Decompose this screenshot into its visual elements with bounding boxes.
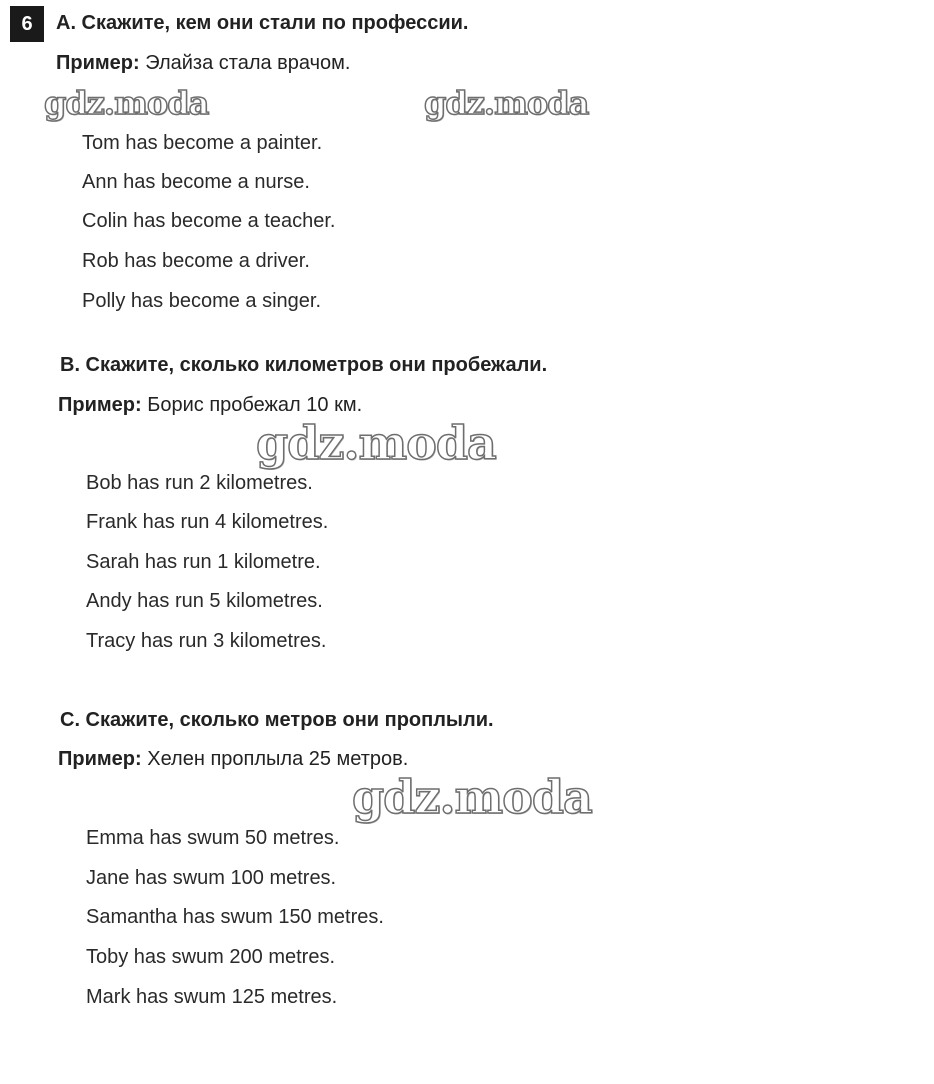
section-a-example-text: Элайза стала врачом.: [145, 52, 351, 74]
section-c-answer: Mark has swum 125 metres.: [86, 986, 338, 1008]
watermark-logo: gdz.moda: [256, 416, 496, 470]
section-b-answer: Bob has run 2 kilometres.: [86, 472, 313, 494]
watermark-logo: gdz.moda: [424, 84, 589, 122]
section-a-answer: Tom has become a painter.: [82, 132, 323, 154]
section-b-heading: B. Скажите, сколько километров они пробежали.: [60, 354, 548, 376]
section-a-heading: A. Скажите, кем они стали по профессии.: [56, 12, 469, 34]
section-b-answer: Tracy has run 3 kilometres.: [86, 630, 327, 652]
section-c-example: [58, 748, 408, 771]
section-c-heading: C. Скажите, сколько метров они проплыли.: [60, 709, 494, 731]
section-c-example-text: Хелен проплыла 25 метров.: [147, 748, 409, 770]
exercise-number-badge: 6: [10, 6, 44, 42]
watermark-logo: gdz.moda: [44, 84, 209, 122]
section-a-example: [56, 52, 350, 75]
section-a-answer: Colin has become a teacher.: [82, 210, 336, 232]
section-a-answer: Ann has become a nurse.: [82, 171, 310, 193]
section-b-answer: Sarah has run 1 kilometre.: [86, 551, 321, 573]
section-b-example-label: Пример:: [58, 394, 142, 416]
section-b-answer: Frank has run 4 kilometres.: [86, 511, 329, 533]
section-a-answer: Polly has become a singer.: [82, 290, 322, 312]
watermark-logo: gdz.moda: [352, 770, 592, 824]
section-b-example-text: Борис пробежал 10 км.: [147, 394, 363, 416]
section-c-answer: Samantha has swum 150 metres.: [86, 906, 384, 928]
section-c-example-label: Пример:: [58, 748, 142, 770]
section-a-answer: Rob has become a driver.: [82, 250, 310, 272]
section-c-answer: Jane has swum 100 metres.: [86, 867, 337, 889]
section-a-example-label: Пример:: [56, 52, 140, 74]
section-b-example: [58, 394, 362, 417]
section-c-answer: Toby has swum 200 metres.: [86, 946, 335, 968]
section-c-answer: Emma has swum 50 metres.: [86, 827, 340, 849]
section-b-answer: Andy has run 5 kilometres.: [86, 590, 323, 612]
